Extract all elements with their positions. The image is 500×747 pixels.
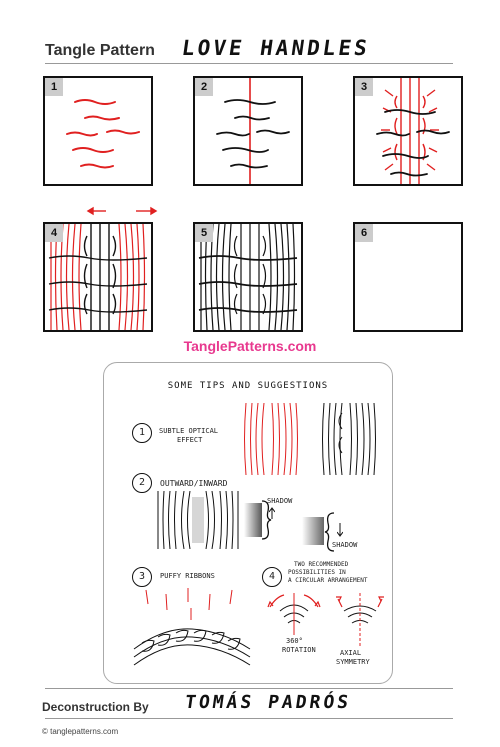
tip-4-number: 4	[262, 567, 282, 587]
step-number: 6	[355, 224, 373, 242]
shadow-bottom-label: SHADOW	[332, 541, 358, 549]
tips-panel	[103, 362, 393, 684]
step-number: 1	[45, 78, 63, 96]
arrow-down-icon	[337, 523, 343, 537]
rotation-line-1: 360°	[286, 637, 303, 645]
artist-name: TOMÁS PADRÓS	[183, 692, 353, 713]
pattern-name: LOVE HANDLES	[180, 36, 372, 60]
tip-1-number: 1	[132, 423, 152, 443]
step-1-panel	[43, 76, 153, 186]
tip-1-line-1: SUBTLE OPTICAL	[159, 427, 219, 435]
rotation-line-2: ROTATION	[282, 646, 316, 654]
tip-1-text	[159, 427, 218, 445]
deconstruction-label: Deconstruction By	[42, 700, 149, 714]
axial-line-1: AXIAL	[340, 649, 362, 657]
page-label: Tangle Pattern	[45, 42, 155, 59]
header-divider	[45, 63, 453, 64]
rotation-drawing	[264, 589, 324, 639]
step-2-panel	[193, 76, 303, 186]
step-number: 3	[355, 78, 373, 96]
axial-line-2: SYMMETRY	[336, 658, 370, 666]
tip-4-line-2: POSSIBILITIES IN	[288, 569, 346, 576]
footer-divider	[45, 688, 453, 689]
step-5-panel	[193, 222, 303, 332]
shadow-gradient-right	[302, 517, 324, 545]
shadow-top-label: SHADOW	[267, 497, 293, 505]
tip-4-line-1: TWO RECOMMENDED	[294, 561, 349, 568]
axial-symmetry-drawing	[330, 589, 390, 649]
footer-bottom-divider	[45, 718, 453, 719]
rotation-label	[282, 637, 316, 655]
tips-title: SOME TIPS AND SUGGESTIONS	[167, 381, 329, 391]
tip-3-rays	[136, 588, 246, 628]
arrow-up-icon	[269, 507, 275, 519]
tip-3-text: PUFFY RIBBONS	[160, 572, 215, 580]
step-6-panel	[353, 222, 463, 332]
step-3-panel	[353, 76, 463, 186]
step-4-panel	[43, 222, 153, 332]
step-number: 2	[195, 78, 213, 96]
tip-3-number: 3	[132, 567, 152, 587]
step-number: 4	[45, 224, 63, 242]
axial-label	[336, 649, 370, 667]
tip-4-text	[288, 561, 367, 585]
tip-4-line-3: A CIRCULAR ARRANGEMENT	[288, 577, 368, 584]
outward-arrows-icon	[86, 206, 158, 216]
tip-2-drawing	[154, 491, 244, 549]
tip-2-number: 2	[132, 473, 152, 493]
tip-1-line-2: EFFECT	[177, 436, 203, 444]
tip-1-drawing	[242, 403, 382, 475]
step-number: 5	[195, 224, 213, 242]
tip-3-drawing	[132, 625, 252, 671]
copyright-text: © tanglepatterns.com	[42, 727, 119, 736]
watermark-text: TanglePatterns.com	[183, 338, 317, 354]
tip-2-text: OUTWARD/INWARD	[160, 479, 228, 488]
